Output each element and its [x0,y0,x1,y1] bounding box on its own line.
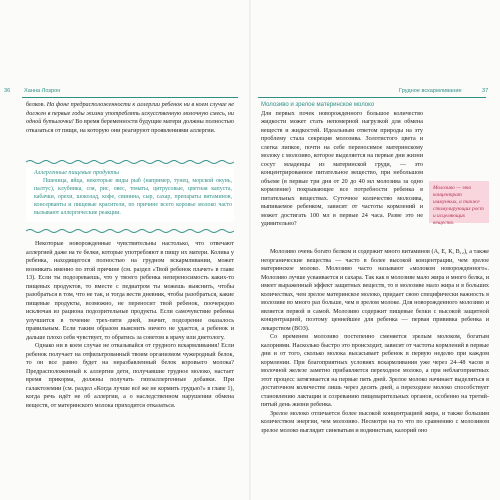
left-running-head: Ханна Лозрон [24,88,61,94]
right-body [261,248,489,435]
left-paragraph-2: Однако ни в коем случае не отказывайся от грудного вскармливания! Если ребенок получает на отфильтрованный твоим организмом чужеродный белок, то он все равно будет на неразбавленный белок коровьего молока? Предрасположенный к аллергии дети, получавшие грудное молоко, настает время прикорма, должны получать гипоаллергенные добавки. При галактоземии (см. раздел «Когда лучше всё же не кормить грудью?» в главе 1), когда речь идёт не об аллергии, а о наследственном нарушении обмена веществ, от материнского молока приходится отказаться. [26,343,234,409]
left-intro-pre: белков. [26,102,47,108]
right-subhead: Молозиво и зрелое материнское молоко [261,102,375,108]
book-gutter [249,0,251,500]
right-folio: 37 [482,88,489,94]
allergen-box-text: Пшеница, яйца, некоторые виды рыб (например, тунец, морской окунь, палтус), клубника, соя, рис, овес, томаты, цитрусовые, цветная капуста, кабачки, орехи, шоколад, кофе, свинина, сыр, сахар, препараты витаминов, консерванты и пищевые красители, по причине всего коровье молоко часто вызывают аллергические реакции. [34,177,232,216]
right-running-head: Грудное вскармливание [399,88,462,94]
left-body [26,240,234,410]
left-intro [26,101,234,135]
left-intro-italic: На фоне предрасположенности к аллергии ребенок ни в коем случае не должен в первые годы жизни употреблять искусственную молочную смесь, ни одной бутылочки! [26,102,234,125]
right-paragraph-4: Зрелое молоко отличается более высокой концентрацией жира, и также большим количеством энергии, чем молозиво. Несмотря на то что по сравнению с молозивом зрелое молоко выглядит синеватым и водянистым, калорий оно [261,410,489,434]
right-paragraph-2: Молозиво очень богато белком и содержит много витаминов (А, Е, К, В₁₂), а также неорганические вещества — часто в более высокой концентрации, чем зрелое материнское молоко. Молозиво часто называют «молоком новорожденного». Молозиво лучше усваивается и сахара. Так как в молозиве мало жира и много белка, и имеет выраженный эффект защитных веществ, то в молозиве мало жира и в больших количествах, чем зрелое материнское молоко, придает свою специфически важность в молозиве во много раз больше, чем в зрелом молоке. Для новорожденного молозиво и является первой и самой. Молозиво содержит пищевые белки с высокой защитной концентрацией, поэтому ценнейшее для ребенка — первая прививка ребенка и лекарством (ВОЗ). [261,249,489,332]
left-intro-post: Во время беременности будущие матери должны полностью отказаться от пищи, на которую они реагируют проявлениями аллергии. [26,119,234,134]
allergen-box-title: Аллергенные пищевые продукты [34,170,120,176]
right-paragraph-3: Со временем молозиво постепенно сменяется зрелым молоком, богатым калориями. Насколько быстро это происходит, зависит от частоты кормлений в первые дни и от того, сколько молока высасывает ребенок в первую неделю при каждом кормлении. При благоприятных условиях вскармливания уже через 24–48 часов в молочной железе заметно прибавляется переходное молоко, а при неблагоприятных этот процесс затягивается на первые пять дней. Зрелое молоко начинает выделяться в достаточном количестве лишь через десять дней, а переходное молоко способствует становлению лактации и созреванию пищеварительных органов, особенно на третий-пятый день жизни ребенка. [261,334,489,408]
right-top-column [261,101,423,229]
left-header-rule [22,97,238,98]
right-header-rule [258,97,486,98]
colostrum-sidebar [429,181,489,226]
left-paragraph-1: Некоторые новорожденные чувствительны настолько, что отвечают аллергией даже на те белки, которые употребляют в пищу их матери. Колика у ребенка, находящегося полностью на грудном вскармливании, может возникать именно по этой причине (см. раздел «Твой ребенок плачет» в главе 13). Если ты подозреваешь, что у твоего ребенка непереносимость каких-то пищевых продуктов, то вместе с педиатром ты можешь выяснить, чтобы разобраться в том, что не так, и тогда вести дневник, чтобы разобраться, какие пищевые продукты, возможно, не переносит твой ребенок, поочередно исключая из рациона подозрительные продукты. Если самочувствие ребенка улучшится в течение трех-пяти дней, значит, подозрение оказалось правильным. Если таким образом выяснить ничего не удается, а ребенок и дальше плохо себя чувствует, то обратись за советом к врачу или диетологу. [26,241,234,341]
left-folio: 36 [4,88,11,94]
right-paragraph-1: Для первых почек новорожденного большое количество жидкости может стать непомерной нагрузкой для обмена веществ и жидкостей. Идеальным ответом природы на эту проблему стала секреция молозива. Золотистого цвета и слегка липкое, почти на себе переносимое материнскому молоку с молозиво, которое выделяется на первые дни жизни сосут младенцы из материнской груди, — это концентрированное питательное вещество, при небольшом объеме (в первые три дня от 20 до 40 мл молозива за одно кормление) покрывающее все потребности ребенка в питательных веществах. Суточное количество молозива, выпиваемое ребенком, зависит от частоты кормлений и может достигать 100 мл в первые 24 часа. Разве это не удивительно? [261,110,423,227]
box-top-wave [26,159,234,165]
box-bottom-wave [26,228,234,234]
colostrum-sidebar-text: Молозиво — это концентрат иммунных, а также стимулирующих рост и исцеляющих веществ. [433,185,484,226]
allergen-box [26,167,234,222]
